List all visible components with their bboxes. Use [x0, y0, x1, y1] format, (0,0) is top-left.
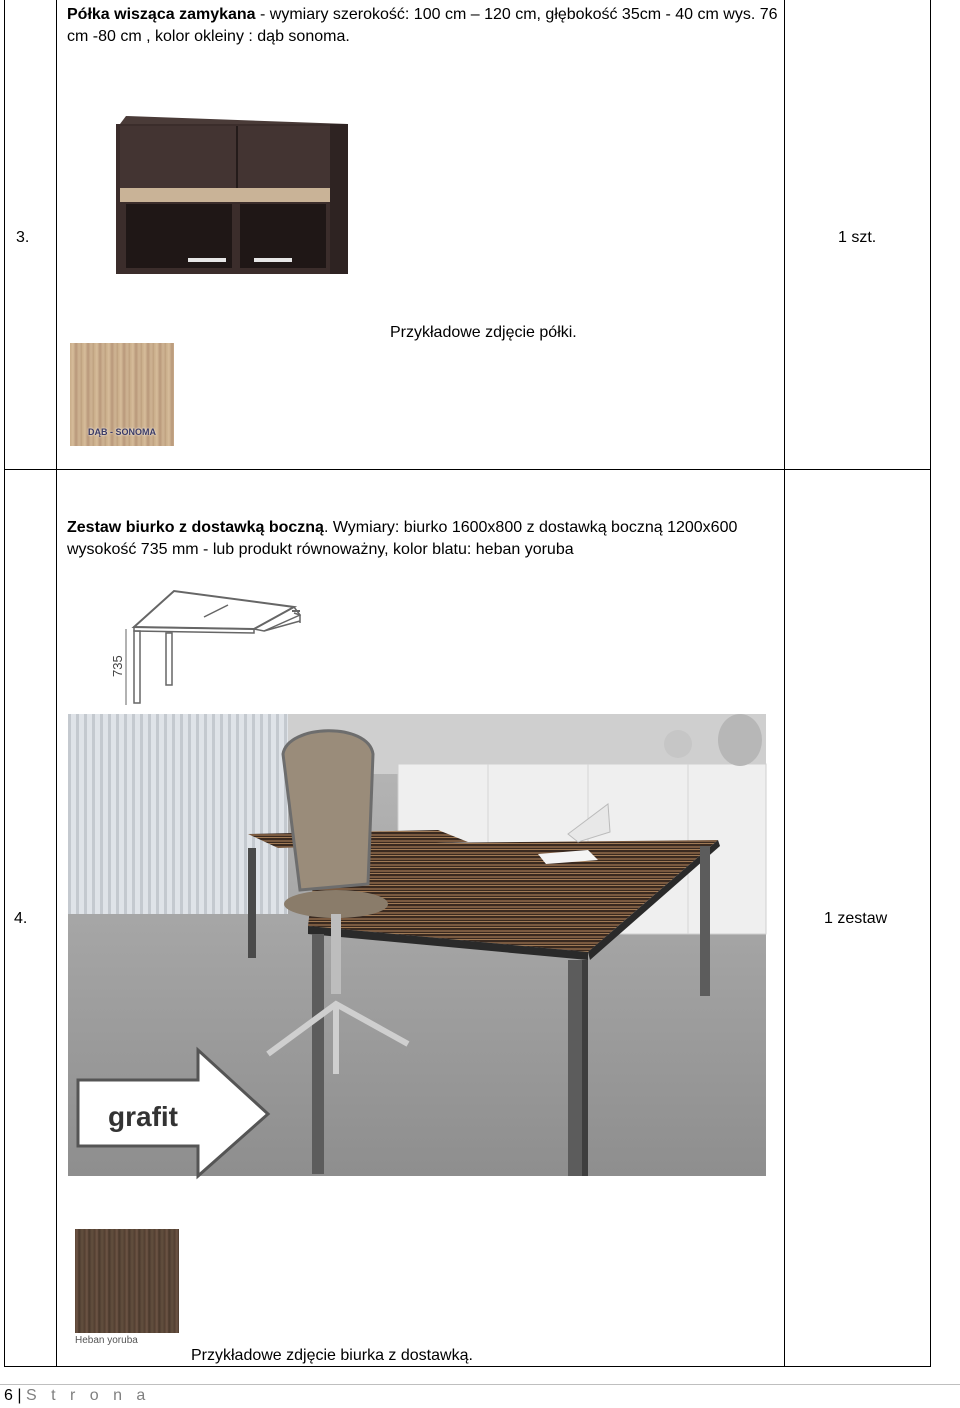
table-border-right	[930, 0, 931, 1367]
item4-quantity: 1 zestaw	[824, 910, 888, 927]
office-desk-image	[68, 714, 766, 1176]
footer-separator	[0, 1384, 960, 1385]
cabinet-door-left	[120, 126, 236, 188]
item3-color-swatch	[70, 343, 174, 446]
page-number: 6	[4, 1387, 13, 1404]
item4-title: Zestaw biurko z dostawką boczną	[67, 519, 324, 536]
cabinet-handle-right	[254, 258, 292, 262]
cabinet-side	[330, 124, 348, 274]
cabinet-oak-strip	[120, 188, 330, 202]
desk-technical-drawing	[104, 585, 322, 713]
photo-desk-leg-front-left	[312, 934, 324, 1174]
item4-swatch-label: Heban yoruba	[75, 1335, 138, 1346]
item3-photo-caption: Przykładowe zdjęcie półki.	[390, 324, 577, 341]
cabinet-handle-left	[188, 258, 226, 262]
item3-number: 3.	[16, 229, 30, 246]
photo-desk-leg-back-right	[700, 846, 710, 996]
photo-chair-back	[283, 731, 373, 890]
item4-specs: . Wymiary: biurko 1600x800 z dostawką boczną 1200x600 wysokość 735 mm - lub produkt równoważny, kolor blatu: heban yoruba	[67, 519, 738, 558]
item3-description	[67, 4, 779, 48]
table-row-divider	[4, 469, 931, 470]
page-word: S t r o n a	[25, 1387, 151, 1404]
table-col-divider-2	[784, 0, 785, 1367]
table-col-divider-1	[56, 0, 57, 1367]
item3-swatch-label: DĄB - SONOMA	[88, 427, 156, 437]
item4-description	[67, 517, 779, 561]
item4-color-swatch	[75, 1229, 179, 1333]
table-border-left	[4, 0, 5, 1367]
cabinet-door-right	[238, 126, 330, 188]
photo-desk-leg-front-right	[568, 960, 582, 1176]
desk-height-dimension: 735	[110, 655, 125, 677]
photo-grafit-label: grafit	[108, 1101, 178, 1132]
footer-separator-glyph: |	[12, 1387, 26, 1404]
photo-desk-leg-return	[248, 848, 256, 958]
item4-photo-caption: Przykładowe zdjęcie biurka z dostawką.	[191, 1347, 473, 1364]
item4-number: 4.	[14, 910, 28, 927]
item3-title: Półka wisząca zamykana	[67, 6, 256, 23]
item3-quantity: 1 szt.	[838, 229, 877, 246]
page-footer	[4, 1386, 150, 1406]
wall-cabinet-image	[112, 112, 352, 277]
item3-specs: - wymiary szerokość: 100 cm – 120 cm, głębokość 35cm - 40 cm wys. 76 cm -80 cm , kolor okleiny : dąb sonoma.	[67, 6, 778, 45]
